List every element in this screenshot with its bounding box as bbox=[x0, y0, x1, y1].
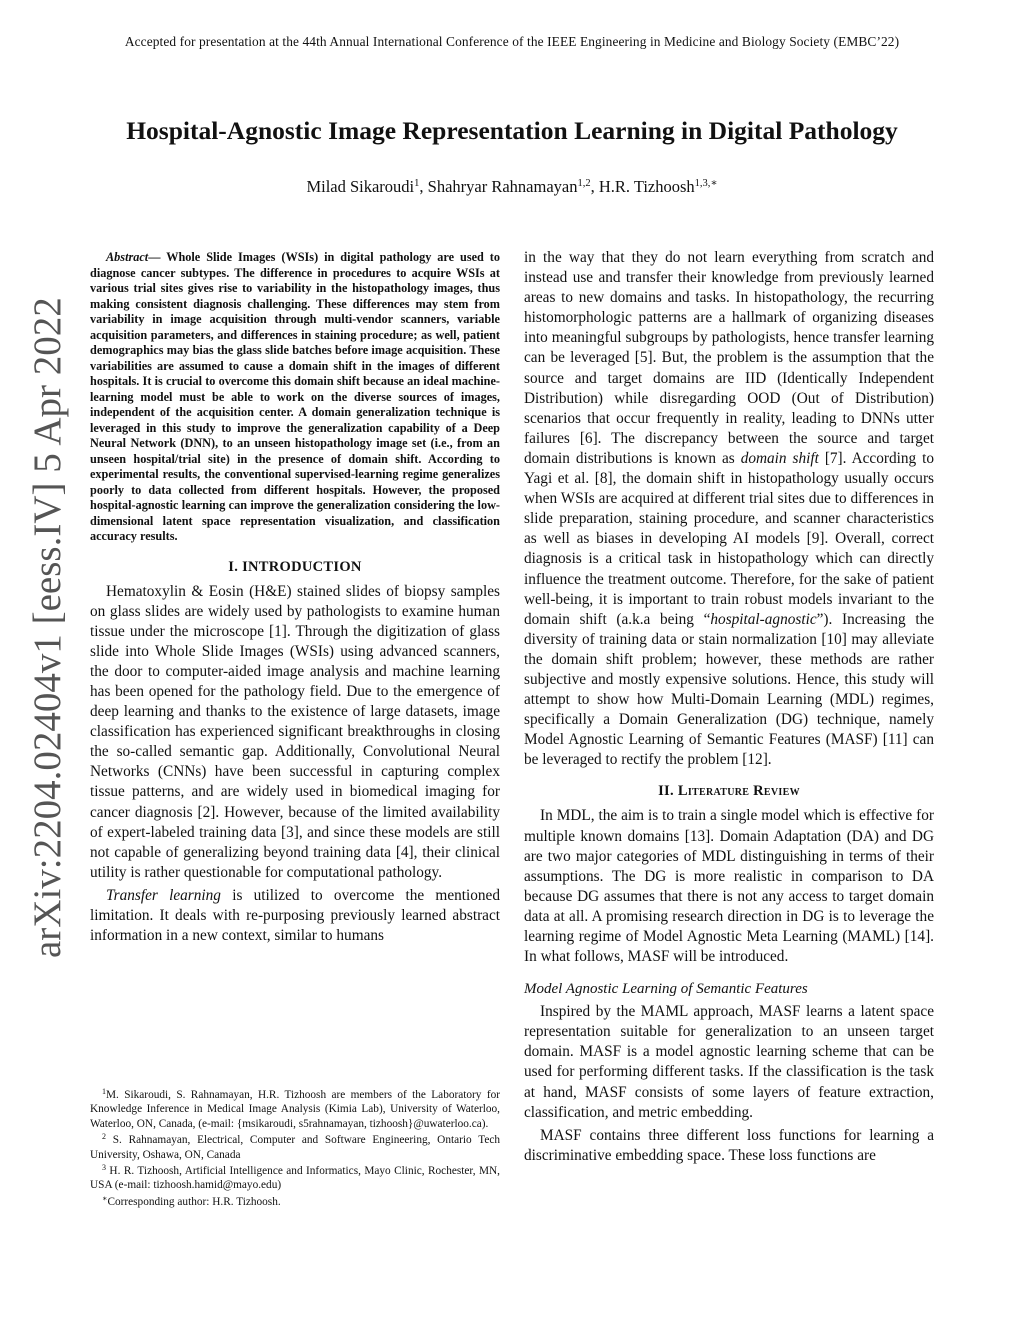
emphasis-domain-shift: domain shift bbox=[740, 449, 819, 467]
footnote-text: S. Rahnamayan, Electrical, Computer and Software Engineering, Ontario Tech University, Oshawa, ON, Canada bbox=[90, 1134, 500, 1161]
lit-paragraph-1: In MDL, the aim is to train a single model which is effective for multiple known domains [13]. Domain Adaptation (DA) and DG are two major categories of MDL distinguishing in terms of their assumptions. The DG is more realistic in comparison to DA because DG assumes that there is not any access to target domain data at all. A promising research direction in DG is to leverage the learning regime of Model Agnostic Meta Learning (MAML) [14]. In what follows, MASF will be introduced. bbox=[524, 807, 934, 966]
section-heading-introduction: I. INTRODUCTION bbox=[228, 558, 362, 575]
footnotes bbox=[90, 1088, 500, 1211]
affiliation-mark: 1,3,∗ bbox=[694, 178, 718, 189]
abstract bbox=[90, 250, 500, 545]
left-column bbox=[90, 250, 500, 946]
intro-paragraph-2 bbox=[90, 886, 500, 946]
affiliation-mark: 1,2 bbox=[577, 178, 591, 189]
affiliation-mark: 1 bbox=[414, 178, 420, 189]
lit-paragraph-3: MASF contains three different loss functions for learning a discriminative embedding space. These loss functions are bbox=[524, 1126, 934, 1164]
intro-paragraph-1: Hematoxylin & Eosin (H&E) stained slides of biopsy samples on glass slides are widely used by pathologists to examine human tissue under the microscope [1]. Through the digitization of glass slide into Whole Slide Images (WSIs) using advanced scanners, the door to computer-aided image analysis and machine learning has been opened for the pathology field. Due to the emergence of deep learning and thanks to the existence of large datasets, image classification has experienced significant breakthroughs in closing the so-called semantic gap. Additionally, Convolutional Neural Networks (CNNs) have been successful in capturing complex tissue patterns, and are widely used in biomedical imaging for cancer diagnosis [2]. However, because of the limited availability of expert-labeled training data [3], and since these models are still not capable of generalizing beyond training data [4], their clinical utility is rather questionable for computational pathology. bbox=[90, 582, 500, 881]
author-name: , H.R. Tizhoosh bbox=[590, 177, 695, 196]
footnote-text: M. Sikaroudi, S. Rahnamayan, H.R. Tizhoosh are members of the Laboratory for Knowledge Inference in Medical Image Analysis (Kimia Lab), University of Waterloo, Waterloo, ON, Canada, (e-mail: {msikaroudi, s5rahnamayan, tizhoosh}@uwaterloo.ca). bbox=[90, 1089, 500, 1130]
footnote-2 bbox=[90, 1133, 500, 1162]
footnote-text: H. R. Tizhoosh, Artificial Intelligence and Informatics, Mayo Clinic, Rochester, MN, USA (e-mail: tizhoosh.hamid@mayo.edu) bbox=[90, 1165, 500, 1192]
conference-note: Accepted for presentation at the 44th Annual International Conference of the IEEE Engineering in Medicine and Biology Society (EMBC’22) bbox=[124, 34, 900, 49]
subsection-heading-masf: Model Agnostic Learning of Semantic Features bbox=[524, 981, 808, 998]
arxiv-identifier: arXiv:2204.02404v1 [eess.IV] 5 Apr 2022 bbox=[26, 297, 69, 958]
author-name: Milad Sikaroudi bbox=[306, 177, 415, 196]
footnote-mark: ∗ bbox=[102, 1193, 108, 1203]
abstract-label: Abstract bbox=[106, 250, 149, 264]
footnote-text: Corresponding author: H.R. Tizhoosh. bbox=[107, 1195, 281, 1208]
paper-title: Hospital-Agnostic Image Representation Learning in Digital Pathology bbox=[126, 116, 898, 145]
lit-paragraph-2: Inspired by the MAML approach, MASF learns a latent space representation suitable for generalization to an unseen target domain. MASF is a model agnostic learning scheme that can be used for performing different tasks. If the classification is the task at hand, MASF consists of some layers of feature extraction, classification, and metric embedding. bbox=[524, 1003, 934, 1121]
right-column bbox=[524, 248, 934, 1166]
intro-paragraph-3 bbox=[524, 248, 934, 770]
intro-paragraph-3-text: [7]. According to Yagi et al. [8], the domain shift in histopathology usually occurs when WSIs are acquired at different trial sites due to differences in slide preparation, staining procedure, and scanner characteristics as well as biases in developing AI models [9]. Overall, correct diagnosis is a critical task in histopathology which can directly influence the treatment outcome. Therefore, for the sake of patient well-being, it is important to train robust models invariant to the domain shift (a.k.a being “ bbox=[524, 449, 934, 628]
author-list bbox=[0, 177, 1024, 197]
abstract-text: Whole Slide Images (WSIs) in digital pathology are used to diagnose cancer subtypes. The difference in procedures to acquire WSIs at various trial sites gives rise to variability in the histopathology images, thus making consistent diagnosis challenging. These differences may stem from variability in image acquisition through multi-vendor scanners, variable acquisition parameters, and differences in staining procedure; as well, patient demographics may bias the glass slide batches before image acquisition. These variabilities are assumed to cause a domain shift in the images of different hospitals. It is crucial to overcome this domain shift because an ideal machine-learning model must be able to work on the diverse sources of images, independent of the acquisition center. A domain generalization technique is leveraged in this study to improve the generalization capability of a Deep Neural Network (DNN), to an unseen histopathology image set (i.e., from an unseen hospital/trial site) in the presence of domain shift. According to experimental results, the conventional supervised-learning regime generalizes poorly to data collected from different hospitals. However, the proposed hospital-agnostic learning can improve the generalization considering the low-dimensional latent space representation visualization, and classification accuracy results. bbox=[90, 250, 501, 543]
intro-paragraph-3-text: ”). Increasing the diversity of training data or stain normalization [10] may alleviate the domain shift problem; however, these methods are rather subjective and mostly expensive solutions. Hence, this study will attempt to show how Multi-Domain Learning (MDL) regimes, specifically a Domain Generalization (DG) technique, namely Model Agnostic Learning of Semantic Features (MASF) [11] can be leveraged to rectify the problem [12]. bbox=[524, 610, 935, 769]
footnote-mark: 2 bbox=[102, 1132, 106, 1142]
footnote-mark: 1 bbox=[102, 1087, 106, 1096]
intro-paragraph-3-text: in the way that they do not learn everything from scratch and instead use and transfer their knowledge from previously learned areas to new domains and tasks. In histopathology, the recurring histomorphologic patterns are a hallmark of organizing diseases into meaningful subgroups by pathologists, hence transfer learning can be leveraged [5]. But, the problem is the assumption that the source and target domains are IID (Identically Independent Distribution) while disregarding OOD (Out of Distribution) scenarios that occur frequently in reality, leading to DNNs utter failures [6]. The discrepancy between the source and target domain distributions is known as bbox=[524, 249, 934, 467]
footnote-3 bbox=[90, 1164, 500, 1193]
abstract-dash: — bbox=[148, 250, 167, 264]
intro-paragraph-2-text: is utilized to overcome the mentioned limitation. It deals with re-purposing previously learned abstract information in a new context, similar to humans bbox=[90, 886, 500, 945]
emphasis-hospital-agnostic: hospital-agnostic bbox=[710, 610, 817, 628]
footnote-mark: 3 bbox=[102, 1163, 106, 1173]
section-heading-literature-review: II. Literature Review bbox=[658, 783, 800, 800]
footnote-4 bbox=[90, 1195, 500, 1209]
footnote-1 bbox=[90, 1088, 500, 1131]
emphasis-transfer-learning: Transfer learning bbox=[106, 886, 221, 904]
author-name: , Shahryar Rahnamayan bbox=[419, 177, 578, 196]
